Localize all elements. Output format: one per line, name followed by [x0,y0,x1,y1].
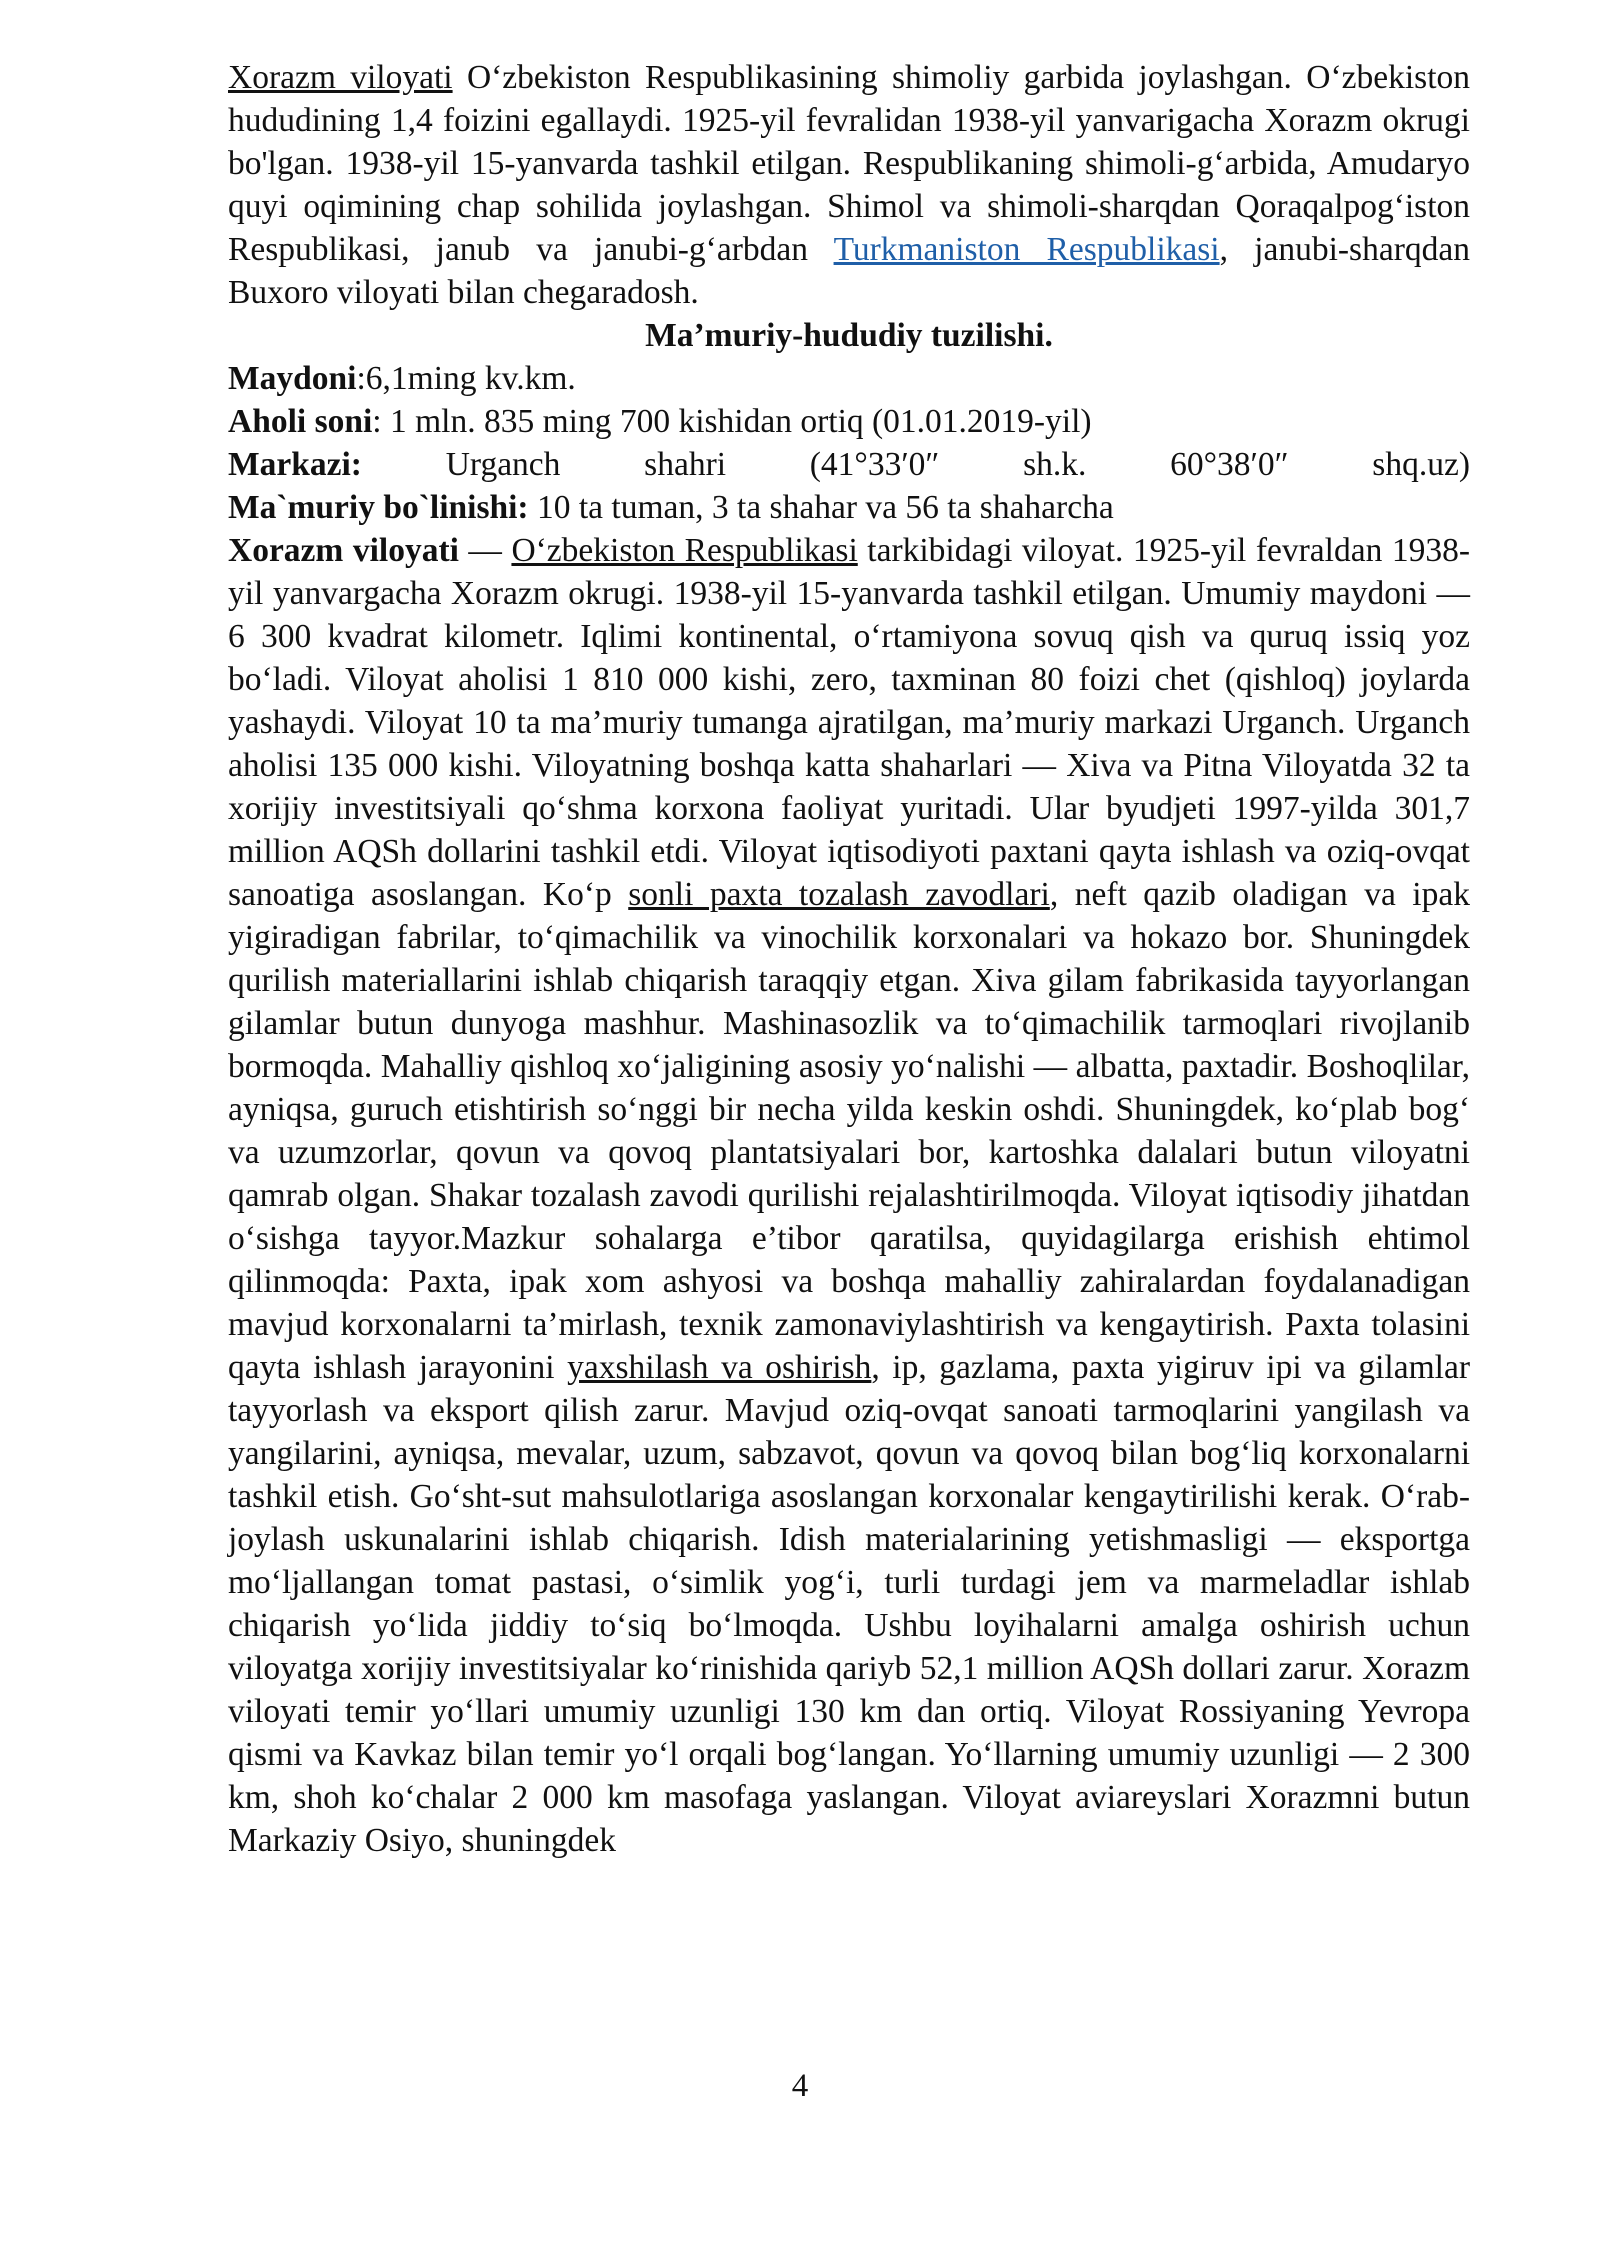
main-text-c: , ip, gazlama, paxta yigiruv ipi va gilamlar tayyorlash va eksport qilish zarur. Mavjud oziq-ovqat sanoati tarmoqlarini yangilash va yangilarini, ayniqsa, mevalar, uzum, sabzavot, qovun va qovoq bilan bog‘liq korxonalarni tashkil etish. Go‘sht-sut mahsulotlariga asoslangan korxonalar kengaytirilishi kerak. O‘rab-joylash uskunalarini ishlab chiqarish. Idish materialarining yetishmasligi — eksportga mo‘ljallangan tomat pastasi, o‘simlik yog‘i, turli turdagi jem va marmeladlar ishlab chiqarish yo‘lida jiddiy to‘siq bo‘lmoqda. Ushbu loyihalarni amalga oshirish uchun viloyatga xorijiy investitsiyalar ko‘rinishida qariyb 52,1 million AQSh dollari zarur. Xorazm viloyati temir yo‘llari umumiy uzunligi 130 km dan ortiq. Viloyat Rossiyaning Yevropa qismi va Kavkaz bilan temir yo‘l orqali bog‘langan. Yo‘llarning umumiy uzunligi — 2 300 km, shoh ko‘chalar 2 000 km masofaga yaslangan. Viloyat aviareyslari Xorazmni butun Markaziy Osiyo, shuningdek [228,1349,1470,1859]
cotton-plants-link[interactable]: sonli paxta tozalash zavodlari [628,876,1050,913]
population-label: Aholi soni [228,403,373,440]
center-label: Markazi: [228,446,362,483]
division-line [228,486,1470,529]
section-heading: Ma’muriy-hududiy tuzilishi. [645,317,1053,354]
population-value: : 1 mln. 835 ming 700 kishidan ortiq (01.01.2019-yil) [372,403,1092,440]
division-value: 10 ta tuman, 3 ta shahar va 56 ta shaharcha [528,489,1114,526]
region-link[interactable]: Xorazm viloyati [228,59,453,96]
main-text-b: , neft qazib oladigan va ipak yigiradigan fabrilar, to‘qimachilik va vinochilik korxonalari va hokazo bor. Shuningdek qurilish materiallarini ishlab chiqarish taraqqiy etgan. Xiva gilam fabrikasida tayyorlangan gilamlar butun dunyoga mashhur. Mashinasozlik va to‘qimachilik tarmoqlari rivojlanib bormoqda. Mahalliy qishloq xo‘jaligining asosiy yo‘nalishi — albatta, paxtadir. Boshoqlilar, ayniqsa, guruch etishtirish so‘nggi bir necha yilda keskin oshdi. Shuningdek, ko‘plab bog‘ va uzumzorlar, qovun va qovoq plantatsiyalari bor, kartoshka dalalari butun viloyatni qamrab olgan. Shakar tozalash zavodi qurilishi rejalashtirilmoqda. Viloyat iqtisodiy jihatdan o‘sishga tayyor.Mazkur sohalarga e’tibor qaratilsa, quyidagilarga erishish ehtimol qilinmoqda: Paxta, ipak xom ashyosi va boshqa mahalliy zahiralardan foydalanadigan mavjud korxonalarni ta’mirlash, texnik zamonaviylashtirish va kengaytirish. Paxta tolasini qayta ishlash jarayonini [228,876,1470,1386]
intro-text-2: , janubi-sharqdan Buxoro viloyati bilan chegaradosh. [228,231,1470,311]
population-line [228,400,1470,443]
area-value: :6,1ming kv.km. [356,360,576,397]
republic-link[interactable]: O‘zbekiston Respublikasi [511,532,858,569]
area-label: Maydoni [228,360,357,397]
division-label: Ma`muriy bo`linishi: [228,489,529,526]
improve-link[interactable]: yaxshilash va oshirish [567,1349,872,1386]
area-line [228,357,1470,400]
main-bold-title: Xorazm viloyati [228,532,459,569]
turkmenistan-link[interactable]: Turkmaniston Respublikasi [833,231,1220,268]
main-dash: — [458,532,512,569]
main-paragraph [228,529,1470,1862]
center-line [228,443,1470,486]
intro-paragraph [228,56,1470,314]
page-number: 4 [791,2068,809,2104]
intro-text-1: O‘zbekiston Respublikasining shimoliy garbida joylashgan. O‘zbekiston hududining 1,4 foizini egallaydi. 1925-yil fevralidan 1938-yil yanvarigacha Xorazm okrugi bo'lgan. 1938-yil 15-yanvarda tashkil etilgan. Respublikaning shimoli-g‘arbida, Amudaryo quyi oqimining chap sohilida joylashgan. Shimol va shimoli-sharqdan Qoraqalpog‘iston Respublikasi, janub va janubi-g‘arbdan [228,59,1470,268]
page-content [228,56,1470,1862]
center-value: Urganch shahri (41°33′0″ sh.k. 60°38′0″ shq.uz) [361,446,1470,483]
main-text-a: tarkibidagi viloyat. 1925-yil fevraldan 1938-yil yanvargacha Xorazm okrugi. 1938-yil 15-yanvarda tashkil etilgan. Umumiy maydoni — 6 300 kvadrat kilometr. Iqlimi kontinental, o‘rtamiyona sovuq qish va quruq issiq yoz bo‘ladi. Viloyat aholisi 1 810 000 kishi, zero, taxminan 80 foizi chet (qishloq) joylarda yashaydi. Viloyat 10 ta ma’muriy tumanga ajratilgan, ma’muriy markazi Urganch. Urganch aholisi 135 000 kishi. Viloyatning boshqa katta shaharlari — Xiva va Pitna Viloyatda 32 ta xorijiy investitsiyali qo‘shma korxona faoliyat yuritadi. Ular byudjeti 1997-yilda 301,7 million AQSh dollarini tashkil etdi. Viloyat iqtisodiyoti paxtani qayta ishlash va oziq-ovqat sanoatiga asoslangan. Ko‘p [228,532,1470,913]
